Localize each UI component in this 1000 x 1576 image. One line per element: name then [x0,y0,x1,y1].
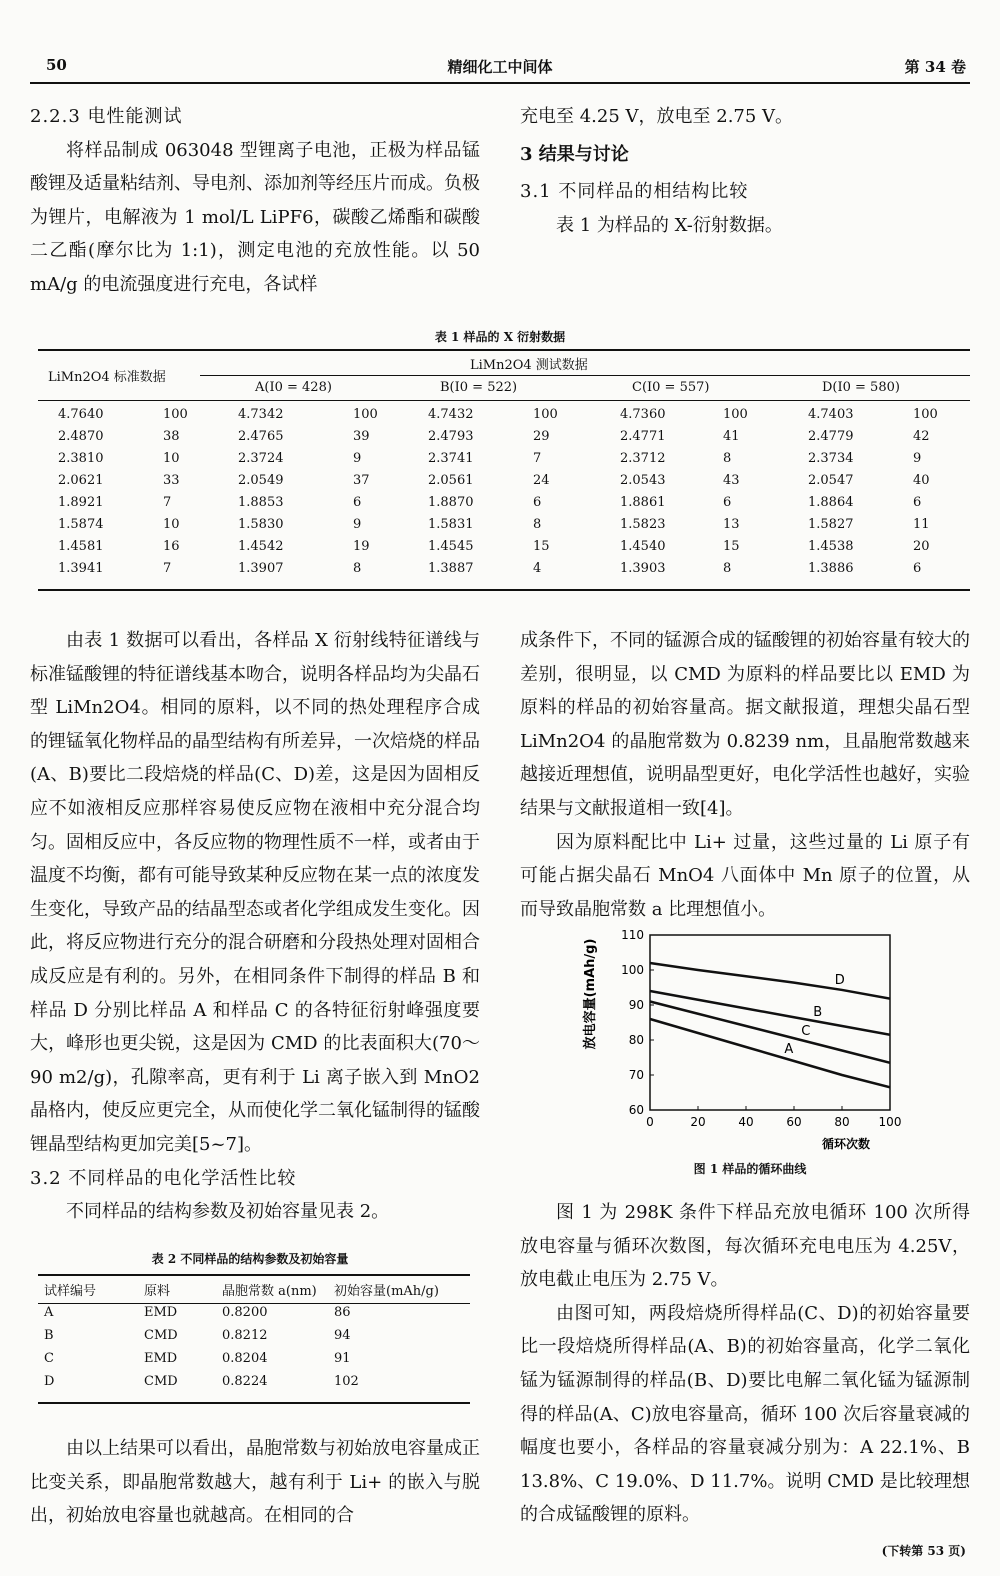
table1-top-rule [38,349,970,351]
table1-test-header: LiMn2O4 测试数据 [470,358,588,373]
table1-row [58,535,973,557]
table2-cell: CMD [144,1328,178,1343]
section-heading-3-1: 3.1 不同样品的相结构比较 [520,181,749,203]
table1-cell: 2.4779 [808,428,854,444]
table2-row [40,1347,460,1370]
table1-cell: 6 [913,494,922,510]
table2-row [40,1301,460,1324]
table1-cell: 29 [533,428,550,444]
table2-cell: EMD [144,1305,178,1320]
table2-cell: EMD [144,1351,178,1366]
table1-cell: 2.3810 [58,450,104,466]
y-tick-label: 110 [621,928,644,942]
table1-cell: 7 [163,560,172,576]
table1-cell: 2.3741 [428,450,474,466]
table1-cell: 41 [723,428,740,444]
y-tick-label: 60 [628,1103,644,1117]
y-tick-label: 100 [621,963,644,977]
paragraph-capacity-comparison: 成条件下，不同的锰源合成的锰酸锂的初始容量有较大的差别，很明显，以 CMD 为原料的样品要比以 EMD 为原料的样品的初始容量高。据文献报道，理想尖晶石型 LiMn2O4 的晶胞常数为 0.8239 nm，且晶胞常数越来越接近理想值，说明晶型更好，电化学活性也越好，实验结果与文献报道相一致[4]。 [520,630,970,819]
table1-cell: 37 [353,472,370,488]
table1-cell: 1.4581 [58,538,104,554]
table2 [40,1278,460,1393]
table1-cell: 19 [353,538,370,554]
table1-cell: 2.4793 [428,428,474,444]
table1-caption: 表 1 样品的 X 衍射数据 [434,330,566,344]
table1-cell: 1.3886 [808,560,854,576]
series-label-d: D [834,972,845,988]
table1-cell: 100 [163,406,188,422]
paragraph-table2-intro: 不同样品的结构参数及初始容量见表 2。 [66,1201,390,1223]
table1-cell: 4.7342 [238,406,284,422]
table1-cell: 9 [353,516,362,532]
table1-row [58,447,973,469]
table1-cell: 100 [913,406,938,422]
volume-label: 第 34 卷 [904,58,966,76]
table1-cell: 2.3724 [238,450,284,466]
table1-cell: 15 [723,538,740,554]
y-tick-label: 80 [628,1033,644,1047]
table1-cell: 2.4870 [58,428,104,444]
paragraph-lattice-explanation: 因为原料配比中 Li+ 过量，这些过量的 Li 原子有可能占据尖晶石 MnO4 八面体中 Mn 原子的位置，从而导致晶胞常数 a 比理想值小。 [520,831,970,920]
table1-cell: 24 [533,472,550,488]
table1-cell: 1.3887 [428,560,474,576]
table2-cell: B [44,1328,54,1343]
table1-cell: 6 [533,494,542,510]
table1-cell: 8 [723,450,732,466]
header-rule [30,82,970,84]
table1-cell: 39 [353,428,370,444]
table2-header-id: 试样编号 [44,1284,97,1299]
table2-row [40,1370,460,1393]
table1-cell: 1.8864 [808,494,854,510]
table2-cell: A [44,1305,54,1320]
table2-cell: 0.8200 [222,1305,268,1320]
table1-cell: 13 [723,516,740,532]
paragraph-lattice-conclusion: 由以上结果可以看出，晶胞常数与初始放电容量成正比变关系，即晶胞常数越大，越有利于 Li+ 的嵌入与脱出，初始放电容量也就越高。在相同的合 [30,1438,480,1527]
table1-cell: 9 [353,450,362,466]
table2-header-capacity: 初始容量(mAh/g) [334,1284,439,1299]
table1-sub-rule [200,375,970,376]
x-tick-label: 80 [834,1115,850,1129]
table1-cell: 42 [913,428,930,444]
paragraph-table1-intro: 表 1 为样品的 X-衍射数据。 [556,214,783,236]
right-bottom-column [520,624,970,926]
table2-header-material: 原料 [144,1284,171,1299]
table1-cell: 1.4540 [620,538,666,554]
paragraph-electric-test: 将样品制成 063048 型锂离子电池，正极为样品锰酸锂及适量粘结剂、导电剂、添加剂等经压片而成。负极为锂片，电解液为 1 mol/L LiPF6，碳酸乙烯酯和碳酸二乙酯(摩尔比为 1:1)，测定电池的充放性能。以 50 mA/g 的电流强度进行充电，各试样 [30,139,480,295]
table1-row [58,513,973,535]
table1-cell: 1.5831 [428,516,474,532]
table2-header-rule [38,1303,470,1304]
table1-cell: 11 [913,516,930,532]
table1 [58,403,973,579]
paragraph-figure1-analysis: 由图可知，两段焙烧所得样品(C、D)的初始容量要比一段焙烧所得样品(A、B)的初始容量高，化学二氧化锰为锰源制得的样品(B、D)要比电解二氧化锰为锰源制得的样品(A、C)放电容量高，循环 100 次后容量衰减的幅度也要小，各样品的容量衰减分别为：A 22.1%、B 13.8%、C 19.0%、D 11.7%。说明 CMD 是比较理想的合成锰酸锂的原料。 [520,1302,970,1526]
table1-cell: 15 [533,538,550,554]
section-heading-2-2-3: 2.2.3 电性能测试 [30,106,183,127]
table1-cell: 2.4771 [620,428,666,444]
chart-ylabel: 放电容量(mAh/g) [583,938,598,1050]
table2-header-lattice: 晶胞常数 a(nm) [222,1284,317,1299]
table1-cell: 100 [723,406,748,422]
table1-row [58,491,973,513]
table1-cell: 1.3907 [238,560,284,576]
table1-cell: 2.0549 [238,472,284,488]
x-tick-label: 60 [786,1115,802,1129]
table2-caption: 表 2 不同样品的结构参数及初始容量 [151,1252,349,1266]
x-tick-label: 100 [878,1115,902,1129]
table1-cell: 33 [163,472,180,488]
table1-cell: 2.0543 [620,472,666,488]
table1-cell: 1.8853 [238,494,284,510]
table1-cell: 100 [353,406,378,422]
table1-cell: 10 [163,516,180,532]
table1-cell: 2.0547 [808,472,854,488]
continued-footnote: (下转第 53 页) [881,1544,966,1558]
page-number: 50 [46,56,67,74]
table1-header-b: B(I0 = 522) [440,380,518,395]
table2-bottom-rule [38,1402,470,1404]
table1-header-c: C(I0 = 557) [632,380,710,395]
table1-cell: 2.0561 [428,472,474,488]
table1-cell: 8 [533,516,542,532]
table1-header-rule [38,400,970,401]
table1-cell: 100 [533,406,558,422]
table1-cell: 40 [913,472,930,488]
x-tick-label: 0 [646,1115,654,1129]
plot-frame [650,935,890,1110]
table1-cell: 1.3903 [620,560,666,576]
table2-cell: C [44,1351,54,1366]
x-tick-label: 40 [738,1115,754,1129]
table1-cell: 2.4765 [238,428,284,444]
table1-cell: 8 [353,560,362,576]
table1-cell: 43 [723,472,740,488]
table1-row [58,425,973,447]
table1-cell: 1.5830 [238,516,284,532]
table1-cell: 9 [913,450,922,466]
table1-cell: 4.7640 [58,406,104,422]
right-top-column [520,100,970,242]
table1-cell: 38 [163,428,180,444]
table1-cell: 16 [163,538,180,554]
left-bottom-column [30,624,480,1229]
section-heading-3: 3 结果与讨论 [520,143,629,165]
table1-header-d: D(I0 = 580) [822,380,900,395]
table1-row [58,403,973,425]
right-final-column [520,1196,970,1532]
paragraph-figure1-description: 图 1 为 298K 条件下样品充放电循环 100 次所得放电容量与循环次数图，每次循环充电电压为 4.25V，放电截止电压为 2.75 V。 [520,1202,970,1291]
table2-row [40,1324,460,1347]
table2-cell: 0.8212 [222,1328,268,1343]
left-top-column [30,100,480,302]
table1-header-a: A(I0 = 428) [255,380,332,395]
series-label-a: A [784,1042,794,1058]
y-tick-label: 90 [628,998,644,1012]
series-line-b [650,991,890,1035]
table2-cell: CMD [144,1374,178,1389]
table1-cell: 20 [913,538,930,554]
table1-cell: 2.0621 [58,472,104,488]
table1-cell: 2.3734 [808,450,854,466]
table1-cell: 1.4545 [428,538,474,554]
section-heading-3-2: 3.2 不同样品的电化学活性比较 [30,1167,297,1189]
table1-cell: 1.8861 [620,494,666,510]
paragraph-voltage: 充电至 4.25 V，放电至 2.75 V。 [520,106,794,127]
table1-cell: 10 [163,450,180,466]
table1-cell: 1.5823 [620,516,666,532]
journal-title: 精细化工中间体 [447,58,553,76]
table2-cell: 0.8204 [222,1351,268,1366]
table2-top-rule [38,1274,470,1276]
table1-cell: 1.8921 [58,494,104,510]
table1-bottom-rule [38,589,970,591]
table1-cell: 1.5827 [808,516,854,532]
figure1-caption: 图 1 样品的循环曲线 [693,1162,807,1176]
table1-row [58,469,973,491]
series-label-b: B [813,1004,823,1020]
y-tick-label: 70 [628,1068,644,1082]
table1-cell: 6 [913,560,922,576]
series-label-c: C [801,1024,811,1040]
table1-row [58,557,973,579]
table1-cell: 4.7403 [808,406,854,422]
table1-cell: 6 [723,494,732,510]
table1-cell: 1.3941 [58,560,104,576]
table2-cell: 91 [334,1351,351,1366]
table1-cell: 7 [533,450,542,466]
table2-cell: D [44,1374,55,1389]
table1-cell: 1.4538 [808,538,854,554]
table1-cell: 8 [723,560,732,576]
table1-cell: 6 [353,494,362,510]
table1-cell: 7 [163,494,172,510]
chart-xlabel: 循环次数 [821,1137,870,1151]
table2-cell: 94 [334,1328,351,1343]
table2-cell: 102 [334,1374,359,1389]
table2-cell: 86 [334,1305,351,1320]
left-final-column [30,1432,480,1533]
paragraph-xrd-discussion: 由表 1 数据可以看出，各样品 X 衍射线特征谱线与标准锰酸锂的特征谱线基本吻合，说明各样品均为尖晶石型 LiMn2O4。相同的原料，以不同的热处理程序合成的锂锰氧化物样品的晶型结构有所差异，一次焙烧的样品(A、B)要比二段焙烧的样品(C、D)差，这是因为固相反应不如液相反应那样容易使反应物在液相中充分混合均匀。固相反应中，各反应物的物理性质不一样，或者由于温度不均衡，都有可能导致某种反应物在某一点的浓度发生变化，导致产品的结晶型态或者化学组成发生变化。因此，将反应物进行充分的混合研磨和分段热处理对固相合成反应是有利的。另外，在相同条件下制得的样品 B 和样品 D 分别比样品 A 和样品 C 的各特征衍射峰强度要大，峰形也更尖锐，这是因为 CMD 的比表面积大(70～90 m2/g)，孔隙率高，更有利于 Li 离子嵌入到 MnO2 晶格内，使反应更完全，从而使化学二氧化锰制得的锰酸锂晶型结构更加完美[5~7]。 [30,630,480,1155]
table1-cell: 1.8870 [428,494,474,510]
x-tick-label: 20 [690,1115,706,1129]
table1-cell: 4 [533,560,542,576]
series-line-d [650,963,890,999]
table1-cell: 4.7360 [620,406,666,422]
cycle-chart [580,920,940,1160]
table1-std-header: LiMn2O4 标准数据 [48,370,166,385]
table2-cell: 0.8224 [222,1374,268,1389]
table1-cell: 4.7432 [428,406,474,422]
table1-cell: 2.3712 [620,450,666,466]
table1-cell: 1.4542 [238,538,284,554]
table1-cell: 1.5874 [58,516,104,532]
